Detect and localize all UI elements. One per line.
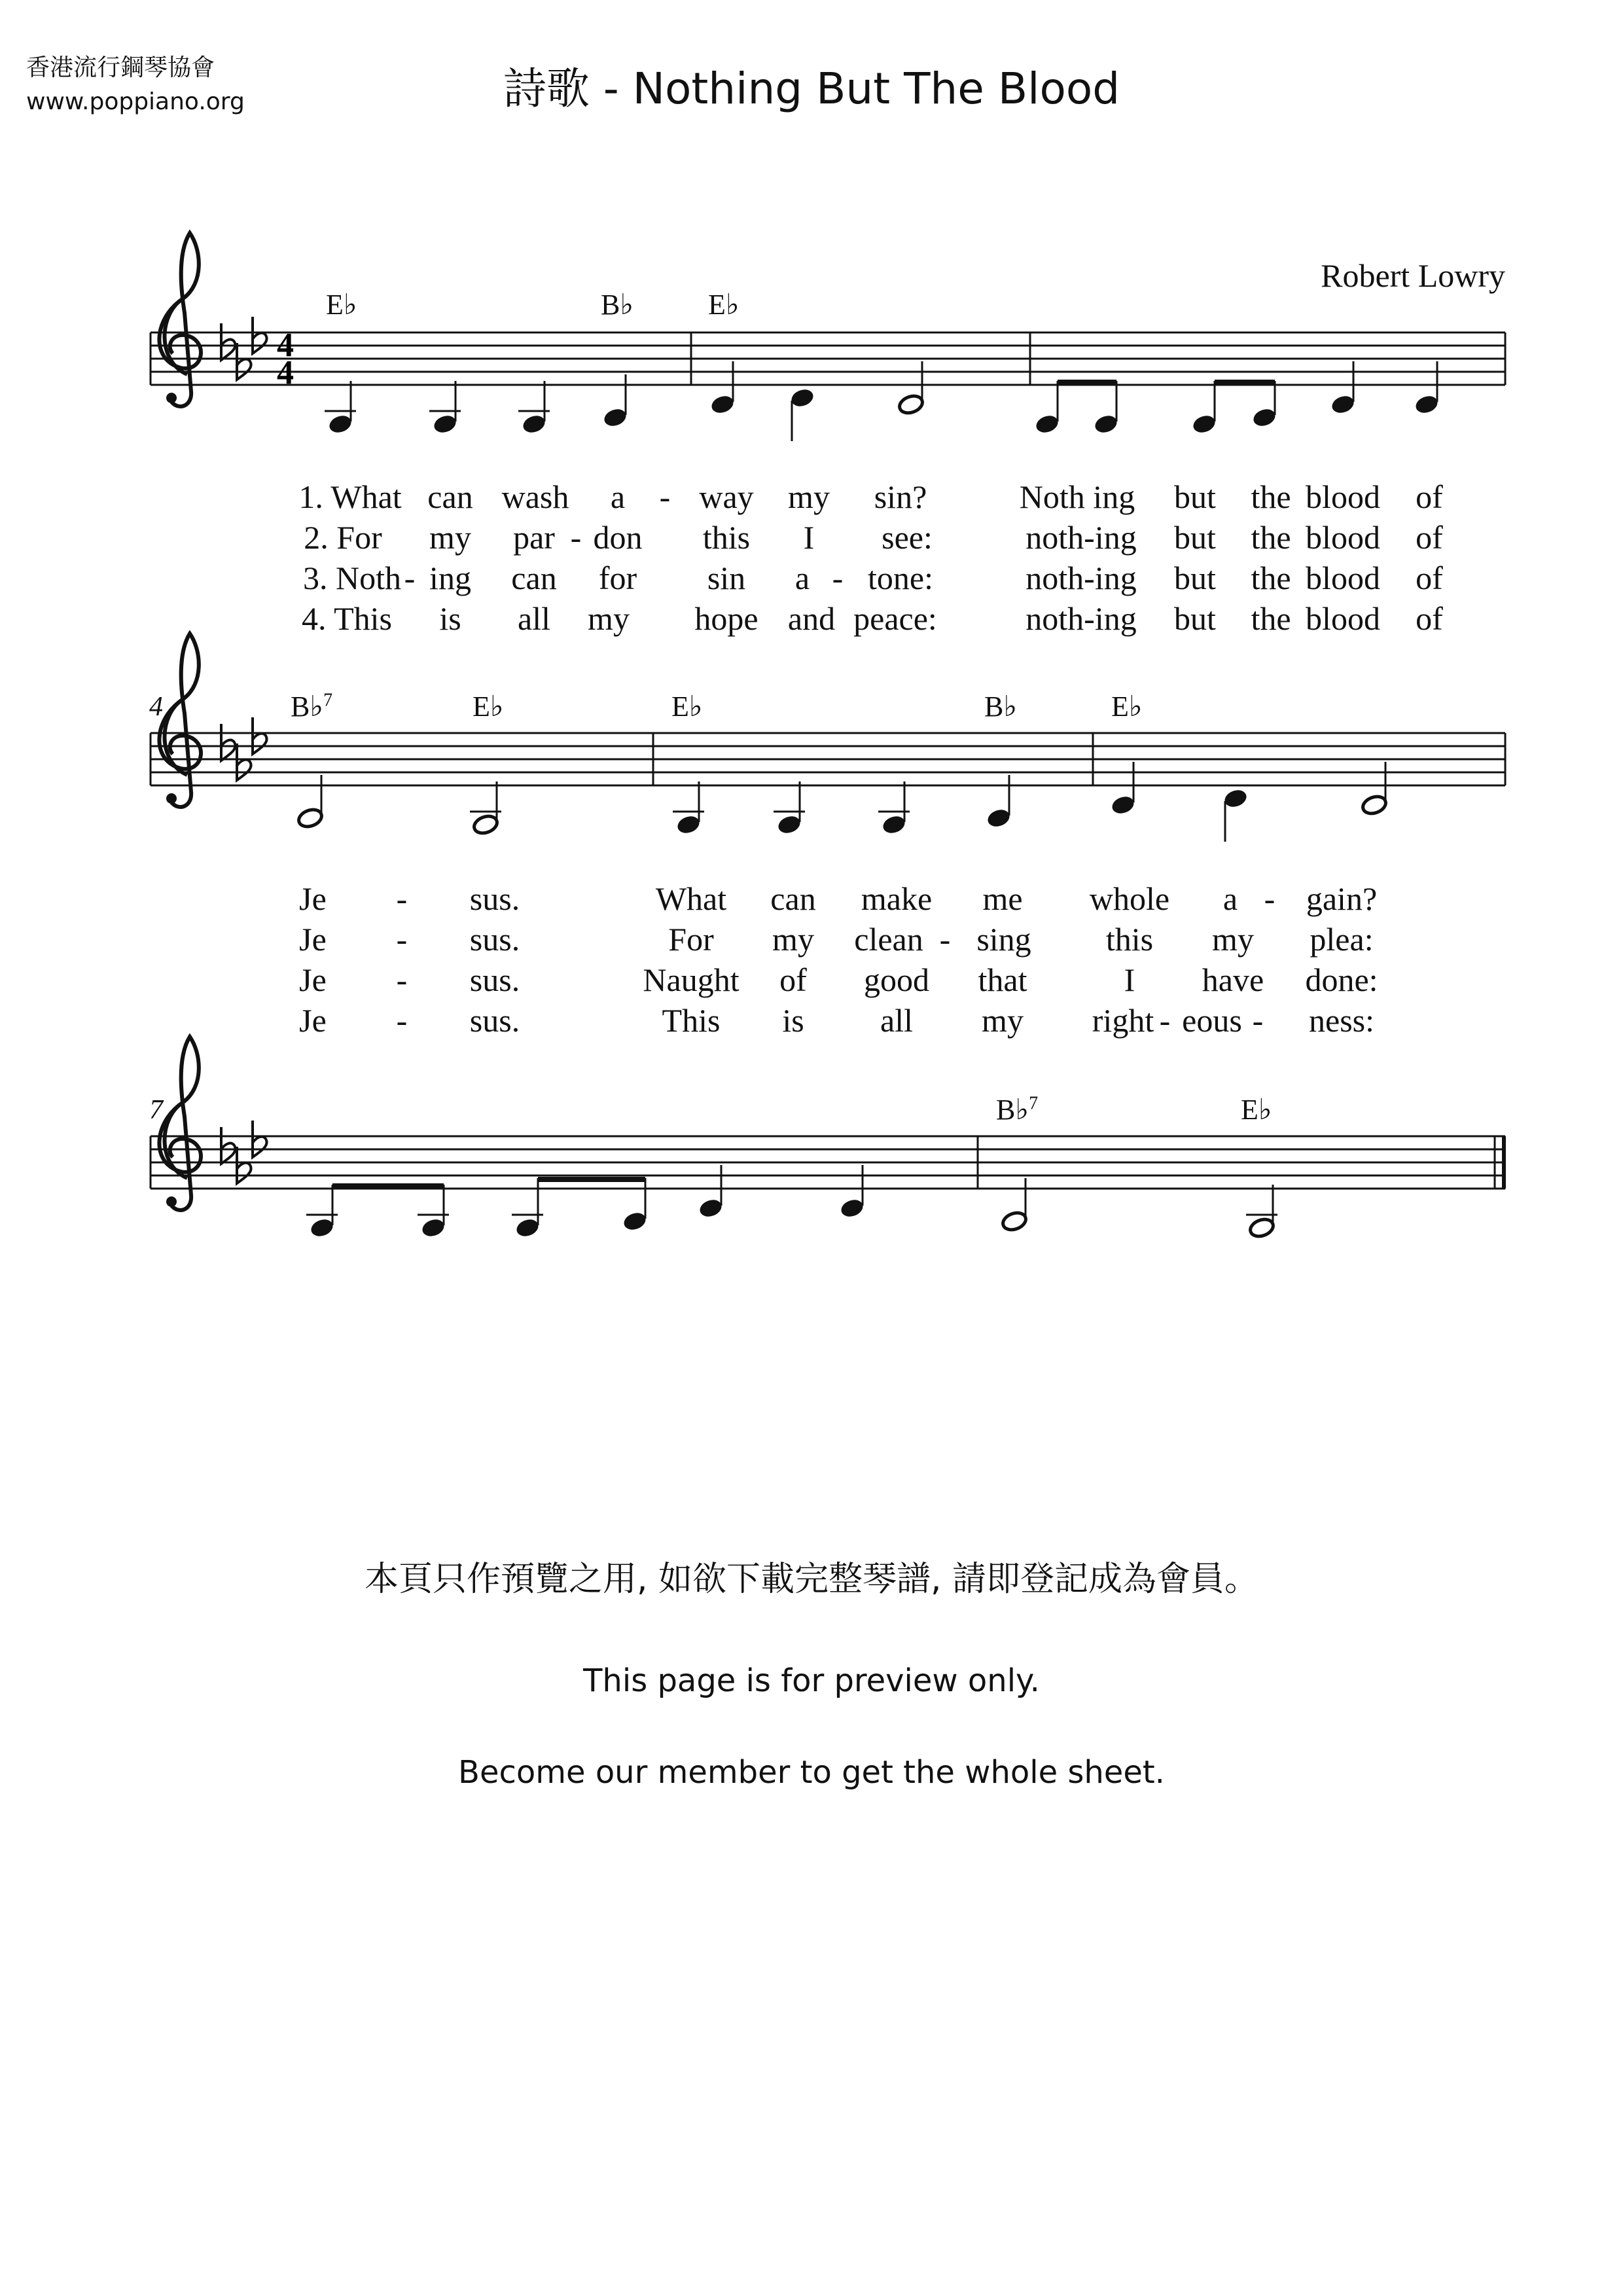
lyric-syllable: - xyxy=(396,1002,408,1039)
lyric-syllable: don xyxy=(593,519,643,556)
lyric-syllable: wash xyxy=(501,478,569,515)
lyric-syllable: of xyxy=(1416,478,1443,515)
lyric-syllable: hope xyxy=(694,600,758,637)
flat-sign-icon xyxy=(221,1127,236,1164)
lyric-syllable: the xyxy=(1251,560,1291,596)
lyric-syllable: the xyxy=(1251,600,1291,637)
lyric-syllable: way xyxy=(699,478,754,515)
lyric-syllable: my xyxy=(588,600,630,637)
measure-number: 7 xyxy=(149,1095,163,1125)
flat-sign-icon xyxy=(253,717,267,754)
lyric-syllable: all xyxy=(518,600,550,637)
flat-sign-icon xyxy=(221,724,236,761)
lyric-syllable: ing xyxy=(429,560,471,596)
site-url[interactable]: www.poppiano.org xyxy=(26,88,245,115)
composer: Robert Lowry xyxy=(1321,257,1505,294)
lyric-syllable: plea: xyxy=(1310,921,1374,958)
lyric-syllable: gain? xyxy=(1306,880,1378,917)
lyric-syllable: - xyxy=(570,519,582,556)
lyric-syllable: ness: xyxy=(1309,1002,1374,1039)
lyric-syllable: sus. xyxy=(469,961,520,998)
lyric-syllable: blood xyxy=(1306,519,1380,556)
lyric-syllable: but xyxy=(1174,478,1216,515)
lyric-syllable: this xyxy=(1105,921,1154,958)
flat-sign-icon xyxy=(253,317,267,353)
lyric-syllable: - xyxy=(659,478,671,515)
lyric-syllable: and xyxy=(787,600,836,637)
lyric-syllable: - xyxy=(396,961,408,998)
lyric-syllable: right xyxy=(1092,1002,1154,1039)
chord-symbol: E♭ xyxy=(473,691,504,723)
lyric-syllable: eous xyxy=(1182,1002,1242,1039)
chord-root: B♭ xyxy=(291,691,324,723)
lyric-syllable: 4. This xyxy=(302,600,392,637)
lyric-syllable: can xyxy=(511,560,557,596)
staff-system-1 xyxy=(151,233,1505,441)
lyric-syllable: of xyxy=(779,961,807,998)
lyric-syllable: all xyxy=(880,1002,913,1039)
lyric-syllable: but xyxy=(1174,600,1216,637)
lyric-syllable: 1. What xyxy=(298,478,402,515)
chord-symbol: E♭ xyxy=(1111,691,1143,723)
lyric-syllable: that xyxy=(978,961,1027,998)
lyric-syllable: noth-ing xyxy=(1026,600,1137,637)
flat-sign-icon xyxy=(237,744,251,780)
chord-symbol: E♭ xyxy=(1241,1094,1272,1126)
lyric-syllable: blood xyxy=(1306,600,1380,637)
lyric-syllable: the xyxy=(1251,478,1291,515)
chord-symbol xyxy=(291,690,332,723)
lyric-syllable: for xyxy=(598,560,637,596)
treble-clef-icon xyxy=(159,233,201,406)
lyric-syllable: par xyxy=(513,519,555,556)
lyric-syllable: whole xyxy=(1089,880,1170,917)
lyric-syllable: this xyxy=(702,519,751,556)
chord-extension: 7 xyxy=(1029,1093,1039,1114)
flat-sign-icon xyxy=(253,1121,267,1157)
lyric-syllable: Je xyxy=(299,961,327,998)
lyric-syllable: Je xyxy=(299,880,327,917)
lyric-syllable: my xyxy=(429,519,471,556)
lyric-syllable: - xyxy=(396,880,408,917)
lyric-syllable: noth-ing xyxy=(1026,519,1137,556)
lyric-syllable: can xyxy=(427,478,473,515)
lyric-syllable: I xyxy=(1124,961,1135,998)
lyric-syllable: sin xyxy=(707,560,746,596)
lyric-syllable: - xyxy=(404,560,416,596)
lyric-syllable: done: xyxy=(1305,961,1378,998)
lyric-syllable: is xyxy=(782,1002,804,1039)
lyric-syllable: 2. For xyxy=(304,519,382,556)
flat-sign-icon xyxy=(221,323,236,360)
page-title: 詩歌 - Nothing But The Blood xyxy=(503,63,1120,114)
lyric-syllable: a xyxy=(794,560,810,596)
lyric-syllable: the xyxy=(1251,519,1291,556)
lyric-syllable: of xyxy=(1416,519,1443,556)
lyric-syllable: What xyxy=(655,880,727,917)
measure-number: 4 xyxy=(149,692,163,722)
lyric-syllable: blood xyxy=(1306,478,1380,515)
lyric-syllable: of xyxy=(1416,560,1443,596)
lyric-syllable: but xyxy=(1174,560,1216,596)
lyric-syllable: - xyxy=(1264,880,1275,917)
lyric-syllable: clean xyxy=(854,921,923,958)
chord-root: B♭ xyxy=(996,1094,1029,1126)
lyric-syllable: peace: xyxy=(853,600,937,637)
chord-symbol: E♭ xyxy=(326,289,357,321)
lyric-syllable: make xyxy=(861,880,933,917)
preview-notice-line1: This page is for preview only. xyxy=(583,1662,1040,1699)
lyric-syllable: a xyxy=(1222,880,1238,917)
lyric-syllable: have xyxy=(1202,961,1264,998)
chord-symbol: B♭ xyxy=(984,691,1018,723)
lyric-syllable: tone: xyxy=(868,560,933,596)
lyric-syllable: sus. xyxy=(469,921,520,958)
lyric-syllable: sus. xyxy=(469,880,520,917)
treble-clef-icon xyxy=(159,1037,201,1210)
chord-symbol xyxy=(996,1093,1038,1126)
lyric-syllable: Naught xyxy=(643,961,740,998)
chord-symbol: E♭ xyxy=(708,289,740,321)
lyric-syllable: a xyxy=(610,478,626,515)
flat-sign-icon xyxy=(237,343,251,380)
lyric-syllable: This xyxy=(662,1002,721,1039)
lyric-syllable: Noth ing xyxy=(1019,478,1135,515)
lyric-syllable: 3. Noth xyxy=(303,560,401,596)
lyric-syllable: - xyxy=(1252,1002,1264,1039)
chord-symbol: E♭ xyxy=(671,691,703,723)
svg-text:4: 4 xyxy=(277,327,294,364)
preview-notice-line2: Become our member to get the whole sheet. xyxy=(458,1754,1165,1791)
lyric-syllable: see: xyxy=(882,519,933,556)
lyric-syllable: sus. xyxy=(469,1002,520,1039)
lyric-syllable: my xyxy=(788,478,830,515)
lyric-syllable: noth-ing xyxy=(1026,560,1137,596)
lyric-syllable: of xyxy=(1416,600,1443,637)
lyric-syllable: but xyxy=(1174,519,1216,556)
treble-clef-icon xyxy=(159,634,201,807)
preview-notice-chinese: 本頁只作預覽之用, 如欲下載完整琴譜, 請即登記成為會員。 xyxy=(364,1560,1259,1599)
lyric-syllable: me xyxy=(982,880,1023,917)
lyric-syllable: my xyxy=(1212,921,1254,958)
site-name: 香港流行鋼琴協會 xyxy=(26,54,215,81)
staff-system-3 xyxy=(151,1037,1505,1239)
lyric-syllable: sin? xyxy=(874,478,927,515)
lyric-syllable: good xyxy=(864,961,929,998)
lyric-syllable: Je xyxy=(299,1002,327,1039)
lyric-syllable: - xyxy=(1159,1002,1171,1039)
svg-text:4: 4 xyxy=(277,354,294,391)
lyric-syllable: - xyxy=(396,921,408,958)
lyric-syllable: sing xyxy=(976,921,1031,958)
flat-sign-icon xyxy=(237,1147,251,1183)
lyric-syllable: - xyxy=(939,921,951,958)
lyric-syllable: my xyxy=(982,1002,1024,1039)
lyric-syllable: my xyxy=(772,921,814,958)
staff-system-2 xyxy=(151,634,1505,842)
chord-extension: 7 xyxy=(323,690,333,711)
lyric-syllable: blood xyxy=(1306,560,1380,596)
chord-symbol: B♭ xyxy=(601,289,634,321)
lyric-syllable: is xyxy=(439,600,461,637)
lyric-syllable: - xyxy=(832,560,844,596)
lyric-syllable: can xyxy=(770,880,816,917)
lyric-syllable: Je xyxy=(299,921,327,958)
lyric-syllable: For xyxy=(668,921,714,958)
lyric-syllable: I xyxy=(803,519,815,556)
